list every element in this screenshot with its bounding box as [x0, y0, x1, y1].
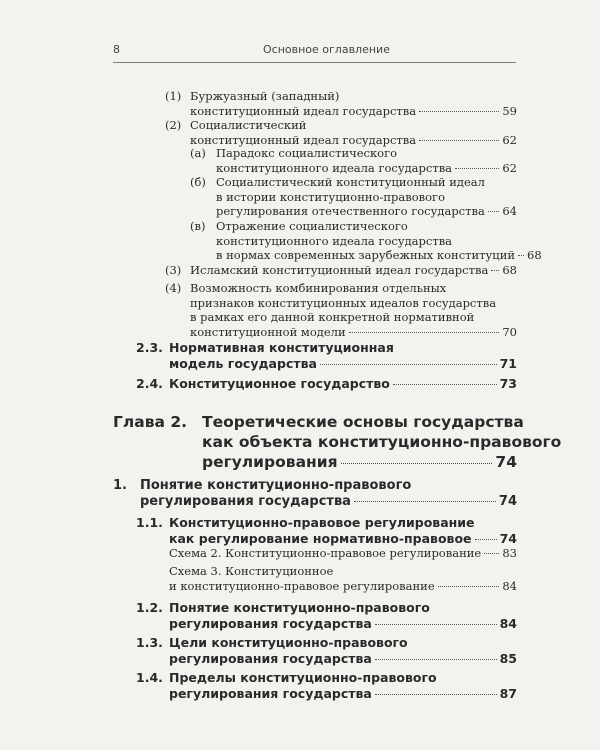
toc-entry-title-text: Исламский конституционный идеал государства: [190, 263, 489, 277]
toc-entry-number: Глава 2.: [113, 413, 188, 431]
toc-entry-page-number: 84: [502, 578, 517, 593]
toc-entry-title-line: в истории конституционно-правового: [216, 189, 445, 204]
toc-entry-title-line: [216, 161, 517, 176]
toc-entry[interactable]: [136, 600, 517, 631]
toc-entry-number: 2.3.: [136, 340, 163, 355]
toc-entry-title-line: [169, 356, 517, 372]
toc-entry-title-line: Пределы конституционно-правового: [169, 670, 437, 685]
toc-entry-title-line: Цели конституционно-правового: [169, 635, 408, 650]
toc-entry-title-text: конституционный идеал государства: [190, 132, 417, 147]
toc-entry-page-number: 68: [527, 248, 542, 262]
toc-entry-title-line: [216, 204, 517, 219]
running-title: Основное оглавление: [263, 43, 390, 56]
toc-entry-page-number: 87: [499, 685, 517, 701]
toc-entry-title-line: [169, 579, 517, 594]
toc-entry-title-line: Парадокс социалистического: [216, 146, 398, 160]
toc-entry-title-line: [202, 452, 517, 472]
toc-entry-number: 1.1.: [136, 515, 163, 530]
toc-entry-title-text: Схема 2. Конституционно-правовое регулирование: [169, 546, 482, 560]
toc-entry[interactable]: [113, 478, 517, 510]
dot-leader: [320, 364, 497, 365]
toc-entry[interactable]: [165, 281, 517, 339]
toc-entry[interactable]: [169, 564, 517, 593]
toc-entry-number: (б): [190, 175, 206, 189]
toc-entry[interactable]: [113, 412, 562, 472]
toc-entry-number: (1): [165, 89, 182, 103]
dot-leader: [375, 659, 497, 660]
toc-entry[interactable]: [190, 219, 542, 263]
toc-entry[interactable]: [136, 515, 517, 546]
dot-leader: [375, 694, 497, 695]
toc-entry[interactable]: [165, 89, 517, 118]
toc-entry-title-text: регулирования государства: [140, 494, 351, 509]
toc-entry-title-text: регулирования государства: [169, 685, 372, 701]
toc-entry-title-text: регулирования государства: [169, 650, 372, 666]
toc-entry-title-text: как регулирование нормативно-правовое: [169, 530, 472, 546]
toc-entry-title-line: [190, 104, 517, 119]
toc-entry-page-number: 59: [502, 103, 517, 118]
toc-entry-title-line: как объекта конституционно-правового: [202, 433, 562, 451]
toc-entry-page-number: 73: [499, 376, 517, 391]
dot-leader: [349, 332, 500, 333]
toc-entry-title-line: признаков конституционных идеалов государства: [190, 295, 497, 310]
header-divider: [113, 62, 516, 63]
dot-leader: [341, 463, 493, 464]
toc-entry-number: (2): [165, 118, 182, 132]
toc-entry-page-number: 74: [498, 494, 517, 509]
toc-entry[interactable]: [190, 146, 517, 175]
toc-entry-title-line: Социалистический: [190, 118, 307, 132]
toc-entry-title-line: [190, 325, 517, 340]
dot-leader: [438, 586, 500, 587]
toc-entry-page-number: 74: [495, 453, 517, 471]
toc-entry[interactable]: [165, 118, 517, 147]
toc-entry-title-line: конституционного идеала государства: [216, 233, 453, 248]
toc-entry-number: 1.3.: [136, 635, 163, 650]
toc-entry-page-number: 84: [499, 615, 517, 631]
toc-entry-number: 1.: [113, 478, 127, 493]
toc-entry-title-line: [169, 531, 517, 547]
toc-entry[interactable]: [190, 175, 517, 219]
toc-entry-title-line: Схема 3. Конституционное: [169, 564, 334, 578]
toc-entry-page-number: 62: [502, 132, 517, 147]
dot-leader: [484, 553, 499, 554]
toc-entry-title-line: Отражение социалистического: [216, 219, 408, 233]
toc-entry[interactable]: [136, 340, 517, 371]
toc-entry-title-line: Понятие конституционно-правового: [140, 478, 412, 493]
dot-leader: [475, 539, 497, 540]
toc-entry-title-text: конституционной модели: [190, 324, 346, 339]
toc-entry[interactable]: [136, 376, 517, 392]
toc-entry-page-number: 74: [499, 530, 517, 546]
toc-entry-title-line: [169, 376, 517, 392]
toc-entry-page-number: 64: [502, 204, 517, 218]
dot-leader: [491, 270, 499, 271]
toc-entry[interactable]: [165, 263, 517, 278]
dot-leader: [455, 168, 499, 169]
toc-entry-number: (а): [190, 146, 206, 160]
toc-entry-title-line: Буржуазный (западный): [190, 89, 340, 103]
toc-entry-title-line: [140, 494, 517, 510]
dot-leader: [419, 111, 499, 112]
toc-entry-number: 1.4.: [136, 670, 163, 685]
toc-entry[interactable]: [169, 546, 517, 561]
toc-entry-title-line: Возможность комбинирования отдельных: [190, 281, 447, 295]
toc-entry-title-line: [190, 263, 517, 278]
toc-entry-title-text: конституционный идеал государства: [190, 103, 417, 118]
toc-entry-title-line: Нормативная конституционная: [169, 340, 394, 355]
toc-entry-title-line: Понятие конституционно-правового: [169, 600, 430, 615]
toc-entry-title-text: модель государства: [169, 355, 317, 371]
toc-entry-title-text: в нормах современных зарубежных конституций: [216, 248, 516, 262]
toc-entry-title-line: [169, 651, 517, 667]
toc-entry-page-number: 70: [502, 324, 517, 339]
toc-entry-page-number: 83: [502, 546, 517, 560]
dot-leader: [488, 211, 500, 212]
toc-entry-title-line: Теоретические основы государства: [202, 413, 524, 431]
dot-leader: [375, 624, 497, 625]
toc-entry-number: (4): [165, 281, 182, 295]
dot-leader: [354, 501, 496, 502]
dot-leader: [419, 140, 499, 141]
toc-entry-title-text: регулирования: [202, 453, 338, 471]
toc-entry[interactable]: [136, 635, 517, 666]
toc-entry-title-line: Социалистический конституционный идеал: [216, 175, 485, 189]
toc-entry-number: 1.2.: [136, 600, 163, 615]
toc-entry-number: (в): [190, 219, 206, 233]
dot-leader: [518, 255, 524, 256]
toc-entry-title-text: регулирования отечественного государства: [216, 204, 485, 218]
toc-entry-page-number: 71: [499, 355, 517, 371]
toc-entry-number: 2.4.: [136, 376, 163, 391]
toc-entry-title-line: [216, 248, 542, 263]
toc-entry-title-text: и конституционно-правовое регулирование: [169, 578, 435, 593]
toc-entry-page-number: 85: [499, 650, 517, 666]
page-number: 8: [113, 43, 120, 56]
toc-entry-title-text: регулирования государства: [169, 615, 372, 631]
toc-entry-title-line: [169, 546, 517, 561]
toc-entry-title-text: Конституционное государство: [169, 376, 390, 391]
toc-entry-number: (3): [165, 263, 182, 277]
toc-entry-page-number: 62: [502, 160, 517, 175]
toc-entry-title-line: [169, 616, 517, 632]
toc-entry-title-line: Конституционно-правовое регулирование: [169, 515, 475, 530]
toc-entry[interactable]: [136, 670, 517, 701]
toc-entry-title-line: [190, 133, 517, 148]
dot-leader: [393, 384, 497, 385]
toc-entry-title-text: конституционного идеала государства: [216, 160, 453, 175]
toc-entry-title-line: [169, 686, 517, 702]
toc-entry-page-number: 68: [502, 263, 517, 277]
toc-entry-title-line: в рамках его данной конкретной нормативной: [190, 310, 475, 324]
